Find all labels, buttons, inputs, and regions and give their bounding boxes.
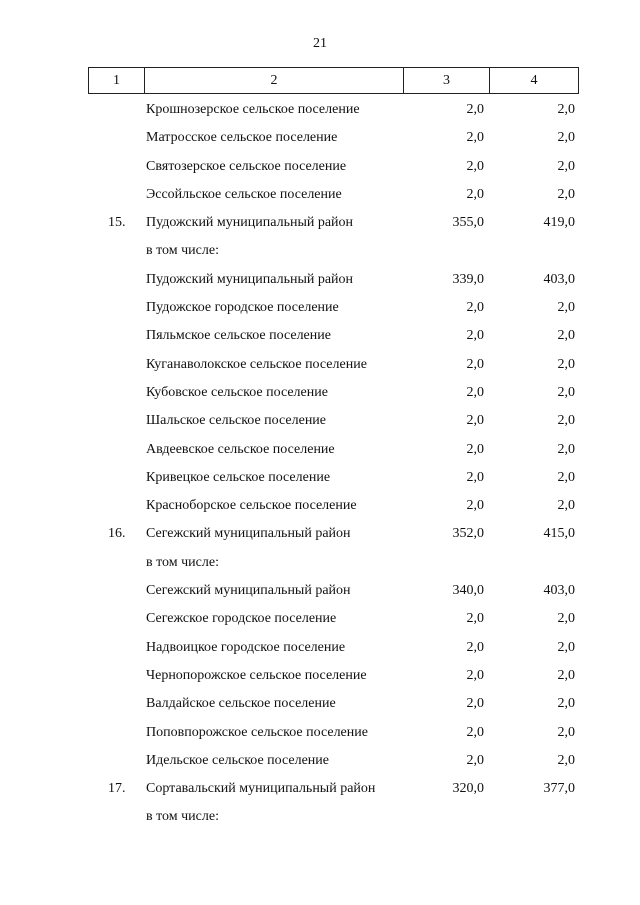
table-row bbox=[88, 436, 579, 464]
row-name: Кубовское сельское поселение bbox=[146, 384, 328, 400]
row-name: Красноборское сельское поселение bbox=[146, 498, 357, 514]
row-value-col4: 2,0 bbox=[557, 724, 575, 740]
table-row bbox=[88, 464, 579, 492]
row-name: Поповпорожское сельское поселение bbox=[146, 724, 368, 740]
table-row bbox=[88, 577, 579, 605]
row-name: в том числе: bbox=[146, 243, 219, 259]
header-col-3: 3 bbox=[404, 68, 490, 93]
row-value-col4: 2,0 bbox=[557, 696, 575, 712]
row-name: Шальское сельское поселение bbox=[146, 413, 327, 429]
table-row bbox=[88, 662, 579, 690]
table-row bbox=[88, 294, 579, 322]
row-name: в том числе: bbox=[146, 809, 219, 825]
row-value-col4: 2,0 bbox=[557, 441, 575, 457]
row-name: Чернопорожское сельское поселение bbox=[146, 667, 367, 683]
row-name: Валдайское сельское поселение bbox=[146, 696, 336, 712]
row-value-col3: 2,0 bbox=[466, 639, 484, 655]
table-header bbox=[88, 67, 579, 94]
table-row bbox=[88, 690, 579, 718]
row-number: 15. bbox=[108, 215, 126, 231]
row-name: Сегежский муниципальный район bbox=[146, 583, 351, 599]
row-value-col3: 2,0 bbox=[466, 102, 484, 117]
row-name: Сегежское городское поселение bbox=[146, 611, 337, 627]
table-row bbox=[88, 549, 579, 577]
row-value-col4: 2,0 bbox=[557, 611, 575, 627]
table-row bbox=[88, 237, 579, 265]
table-row bbox=[88, 719, 579, 747]
row-value-col3: 2,0 bbox=[466, 469, 484, 485]
row-value-col3: 340,0 bbox=[452, 583, 484, 599]
row-name: Надвоицкое городское поселение bbox=[146, 639, 346, 655]
row-value-col4: 2,0 bbox=[557, 158, 575, 174]
row-value-col4: 2,0 bbox=[557, 469, 575, 485]
table-row bbox=[88, 351, 579, 379]
row-value-col4: 2,0 bbox=[557, 384, 575, 400]
row-value-col4: 2,0 bbox=[557, 102, 575, 117]
row-name: Сегежский муниципальный район bbox=[146, 526, 351, 542]
row-value-col4: 2,0 bbox=[557, 328, 575, 344]
row-value-col4: 377,0 bbox=[543, 781, 575, 797]
row-value-col3: 2,0 bbox=[466, 300, 484, 316]
row-value-col4: 2,0 bbox=[557, 356, 575, 372]
row-value-col4: 2,0 bbox=[557, 639, 575, 655]
row-value-col3: 2,0 bbox=[466, 384, 484, 400]
row-name: Матросское сельское поселение bbox=[146, 130, 338, 146]
row-name: Крошнозерское сельское поселение bbox=[146, 102, 360, 117]
table-row bbox=[88, 775, 579, 803]
row-value-col3: 2,0 bbox=[466, 158, 484, 174]
table-row bbox=[88, 803, 579, 831]
page-number: 21 bbox=[313, 36, 327, 51]
table-row bbox=[88, 407, 579, 435]
row-value-col4: 415,0 bbox=[543, 526, 575, 542]
header-col-4: 4 bbox=[530, 72, 538, 88]
table-row bbox=[88, 153, 579, 181]
table-row bbox=[88, 634, 579, 662]
table-row bbox=[88, 379, 579, 407]
row-value-col3: 2,0 bbox=[466, 441, 484, 457]
row-value-col3: 355,0 bbox=[452, 215, 484, 231]
table-row bbox=[88, 322, 579, 350]
row-name: Кривецкое сельское поселение bbox=[146, 469, 331, 485]
row-name: Пудожское городское поселение bbox=[146, 300, 339, 316]
row-value-col4: 2,0 bbox=[557, 667, 575, 683]
row-value-col3: 339,0 bbox=[452, 271, 484, 287]
row-name: Куганаволокское сельское поселение bbox=[146, 356, 367, 372]
row-value-col4: 2,0 bbox=[557, 186, 575, 202]
row-value-col4: 403,0 bbox=[543, 271, 575, 287]
row-value-col4: 2,0 bbox=[557, 498, 575, 514]
table-row bbox=[88, 181, 579, 209]
row-name: в том числе: bbox=[146, 554, 219, 570]
row-value-col4: 419,0 bbox=[543, 215, 575, 231]
table-row bbox=[88, 605, 579, 633]
row-value-col3: 2,0 bbox=[466, 413, 484, 429]
row-value-col3: 2,0 bbox=[466, 130, 484, 146]
row-name: Сортавальский муниципальный район bbox=[146, 781, 376, 797]
row-value-col3: 2,0 bbox=[466, 328, 484, 344]
row-name: Эссойльское сельское поселение bbox=[146, 186, 342, 202]
table-row bbox=[88, 266, 579, 294]
row-name: Авдеевское сельское поселение bbox=[146, 441, 335, 457]
row-value-col3: 2,0 bbox=[466, 752, 484, 768]
table-row bbox=[88, 520, 579, 548]
row-value-col3: 2,0 bbox=[466, 724, 484, 740]
row-value-col3: 320,0 bbox=[452, 781, 484, 797]
row-number: 16. bbox=[108, 526, 126, 542]
row-value-col4: 2,0 bbox=[557, 130, 575, 146]
table-row bbox=[88, 124, 579, 152]
row-value-col3: 2,0 bbox=[466, 611, 484, 627]
row-value-col3: 2,0 bbox=[466, 667, 484, 683]
row-value-col4: 2,0 bbox=[557, 413, 575, 429]
row-name: Пудожский муниципальный район bbox=[146, 271, 354, 287]
header-col-2: 2 bbox=[145, 68, 404, 93]
row-name: Пяльмское сельское поселение bbox=[146, 328, 331, 344]
row-name: Святозерское сельское поселение bbox=[146, 158, 347, 174]
table-row bbox=[88, 747, 579, 775]
table-body bbox=[88, 96, 579, 832]
row-value-col4: 403,0 bbox=[543, 583, 575, 599]
table-row bbox=[88, 96, 579, 124]
header-col-1: 1 bbox=[89, 68, 145, 93]
row-name: Идельское сельское поселение bbox=[146, 752, 330, 768]
table-row bbox=[88, 209, 579, 237]
row-value-col4: 2,0 bbox=[557, 300, 575, 316]
row-name: Пудожский муниципальный район bbox=[146, 215, 354, 231]
row-value-col3: 2,0 bbox=[466, 498, 484, 514]
row-value-col3: 352,0 bbox=[452, 526, 484, 542]
row-value-col4: 2,0 bbox=[557, 752, 575, 768]
row-value-col3: 2,0 bbox=[466, 186, 484, 202]
row-number: 17. bbox=[108, 781, 126, 797]
row-value-col3: 2,0 bbox=[466, 356, 484, 372]
table-row bbox=[88, 492, 579, 520]
row-value-col3: 2,0 bbox=[466, 696, 484, 712]
